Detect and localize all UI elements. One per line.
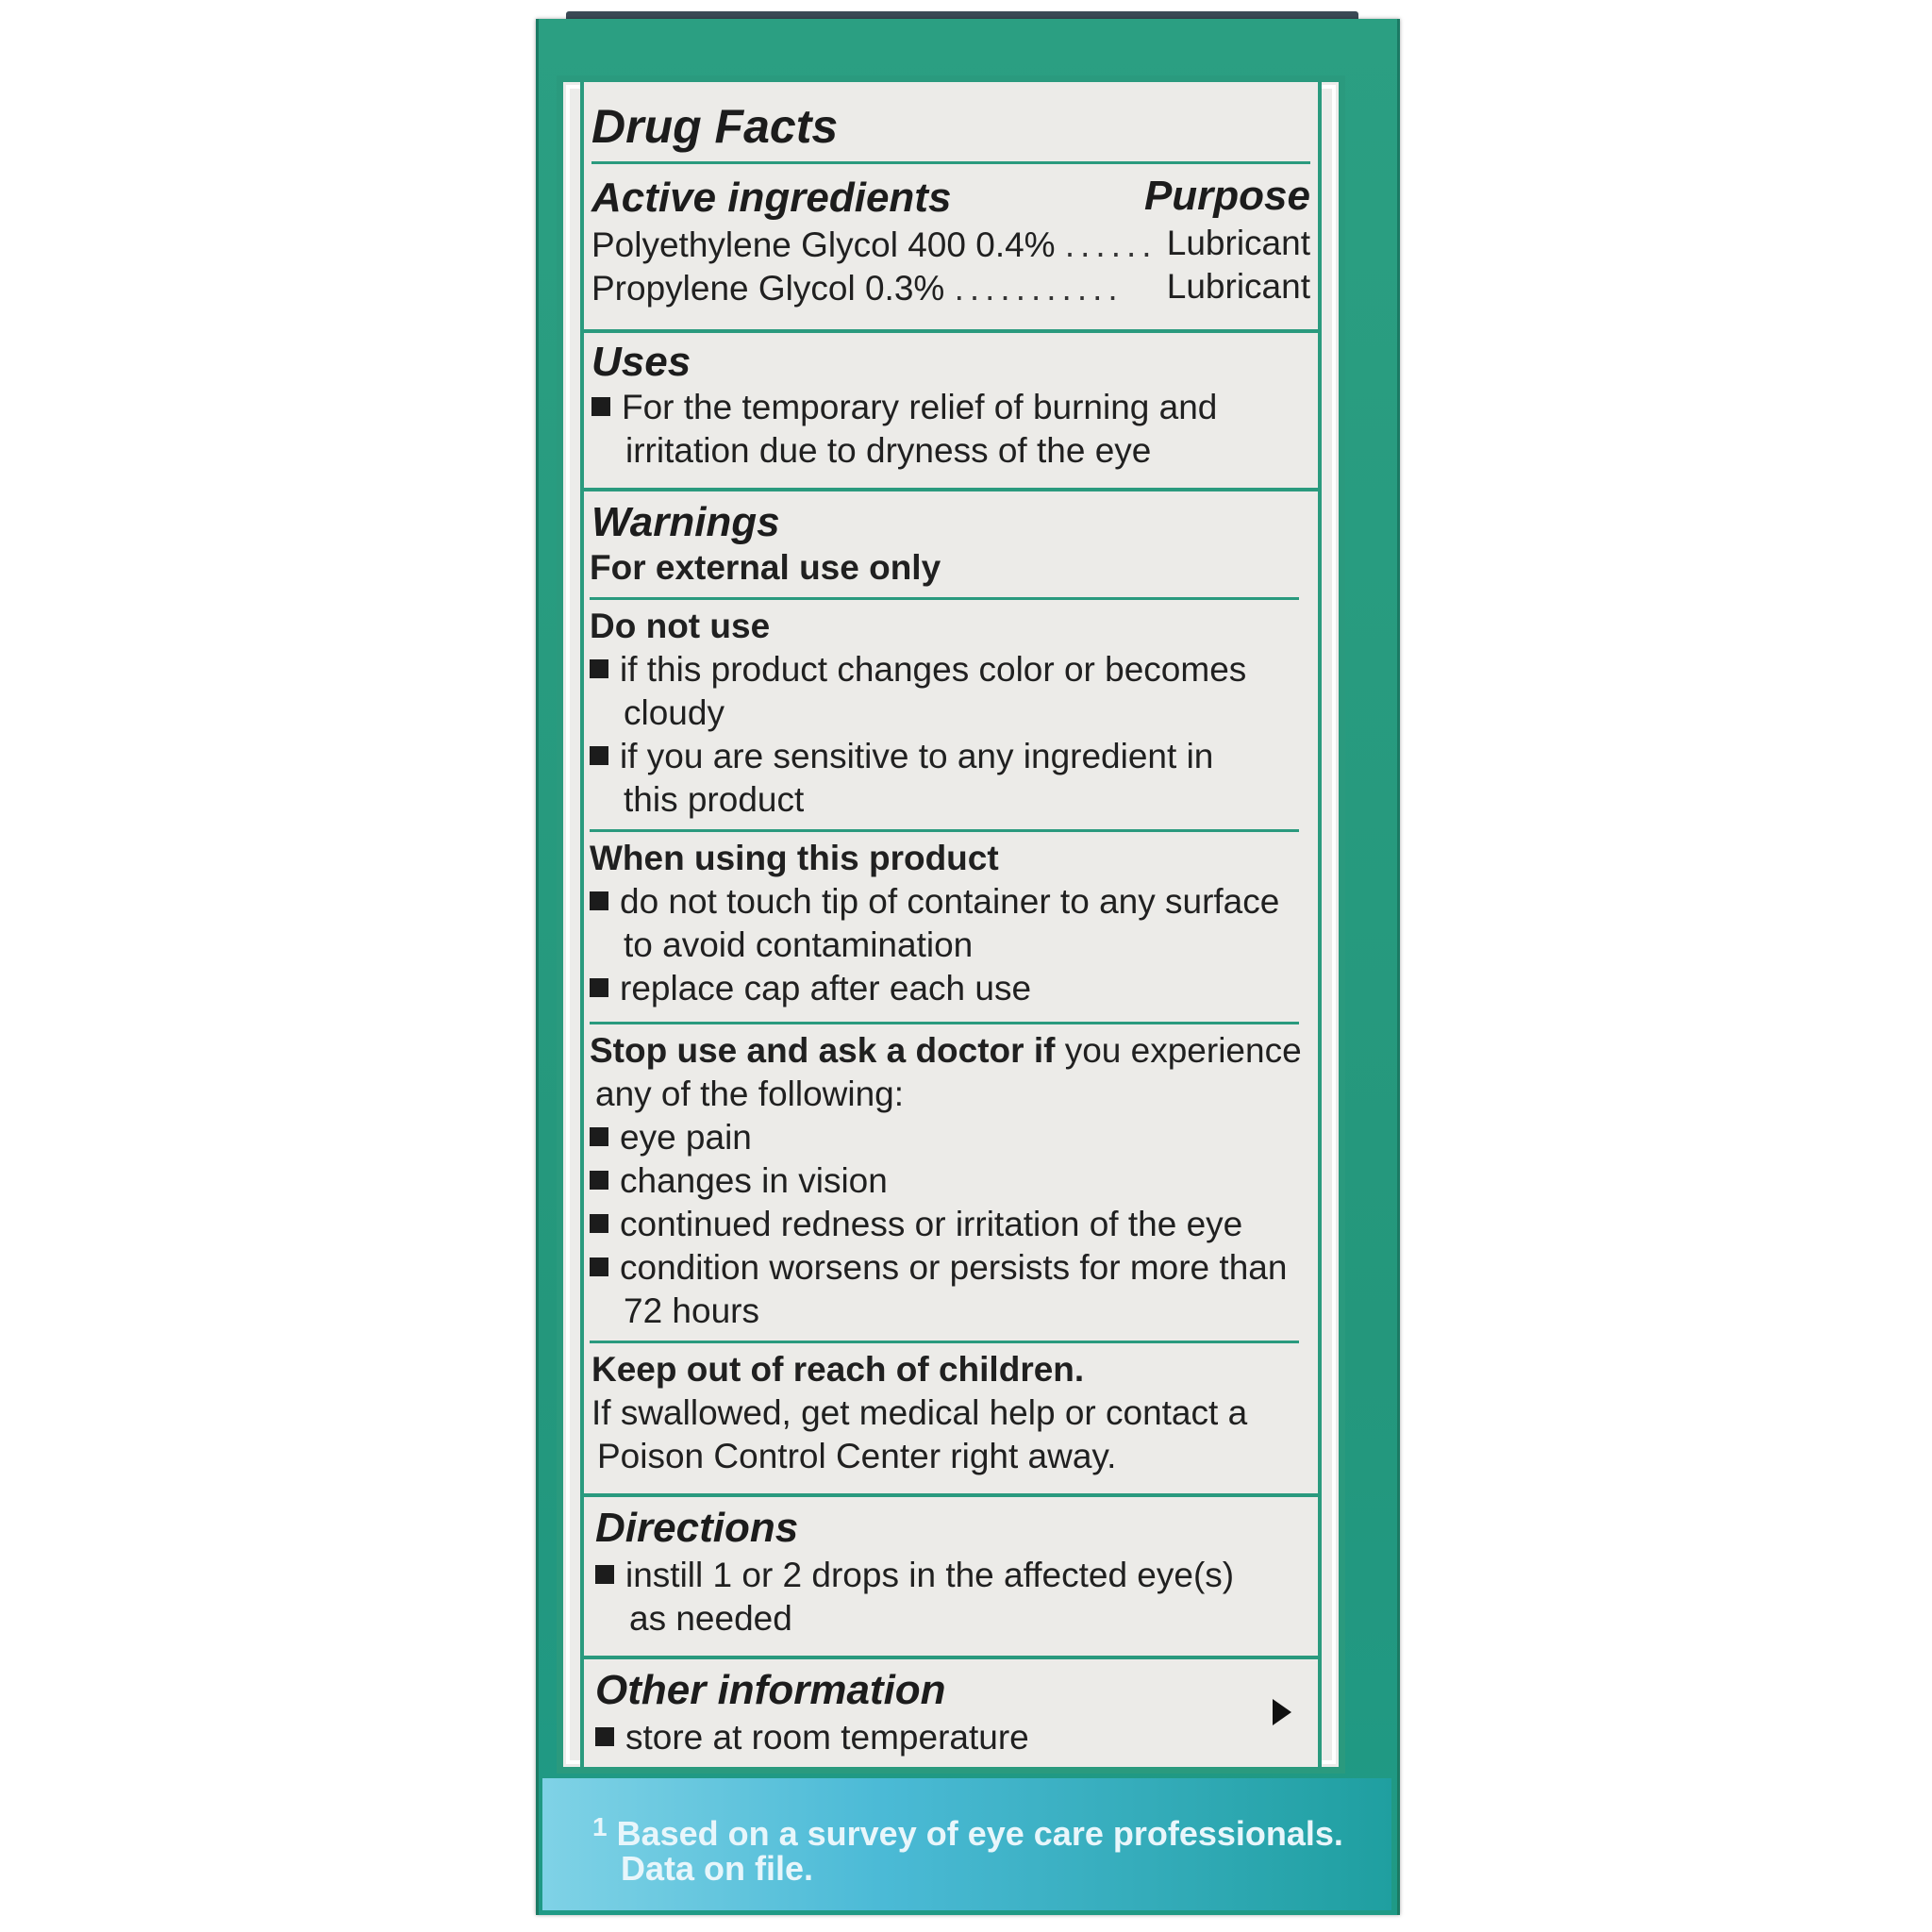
- directions-item: instill 1 or 2 drops in the affected eye(s) as needed: [595, 1554, 1234, 1641]
- active-ingredients-section: [580, 82, 1322, 333]
- uses-item: For the temporary relief of burning and irritation due to dryness of the eye: [591, 386, 1217, 473]
- ingredient-purpose-2: Lubricant: [1166, 267, 1310, 306]
- bullet-square-icon: [591, 397, 610, 416]
- bullet-square-icon: [590, 659, 608, 678]
- stop-use-tail: you experience: [1055, 1031, 1302, 1070]
- active-ingredients-heading: Active ingredients: [591, 175, 952, 221]
- title-rule: [591, 161, 1310, 164]
- ingredient-purpose-1: Lubricant: [1166, 224, 1310, 262]
- warnings-rule-3: [590, 1022, 1299, 1024]
- do-not-use-heading: Do not use: [590, 607, 771, 645]
- stop-use-line-2: any of the following:: [595, 1074, 905, 1113]
- keep-out-line-2: Poison Control Center right away.: [597, 1437, 1117, 1475]
- when-using-heading: When using this product: [590, 839, 999, 877]
- footnote-marker: 1: [592, 1812, 608, 1841]
- keep-out-heading: Keep out of reach of children.: [591, 1350, 1085, 1389]
- continue-arrow-icon: [1273, 1699, 1291, 1725]
- warnings-rule-2: [590, 829, 1299, 832]
- warnings-section: [580, 488, 1322, 1497]
- footnote-line-1: Based on a survey of eye care professionals.: [616, 1814, 1343, 1853]
- warnings-rule-1: [590, 597, 1299, 600]
- keep-out-line-1: If swallowed, get medical help or contact a: [591, 1393, 1248, 1432]
- footnote: [592, 1807, 1343, 1854]
- drug-facts-panel: [557, 75, 1345, 1774]
- other-information-item: store at room temperature: [595, 1716, 1029, 1759]
- ingredient-row-1: [591, 224, 1158, 267]
- stop-use-heading: Stop use and ask a doctor if: [590, 1031, 1056, 1070]
- warnings-heading: Warnings: [591, 499, 780, 545]
- do-not-use-item-1: if this product changes color or becomes cloudy: [590, 648, 1246, 735]
- uses-heading: Uses: [591, 339, 691, 385]
- uses-section: [580, 329, 1322, 491]
- stop-use-item-4: condition worsens or persists for more than 72 hours: [590, 1246, 1287, 1333]
- ingredient-name: Propylene Glycol 0.3%: [591, 269, 945, 308]
- bullet-square-icon: [590, 1214, 608, 1233]
- stop-use-line: [590, 1029, 1302, 1073]
- bullet-square-icon: [590, 891, 608, 910]
- other-information-heading: Other information: [595, 1667, 946, 1713]
- stop-use-item-2: changes in vision: [590, 1159, 888, 1203]
- leader-dots: ...........: [954, 269, 1124, 308]
- when-using-item-1: do not touch tip of container to any surface to avoid contamination: [590, 880, 1279, 967]
- leader-dots: ......: [1064, 225, 1158, 264]
- other-information-section: [580, 1656, 1322, 1771]
- external-use-text: For external use only: [590, 548, 941, 587]
- stop-use-item-1: eye pain: [590, 1116, 752, 1159]
- bullet-square-icon: [595, 1565, 614, 1584]
- bullet-square-icon: [595, 1727, 614, 1746]
- footnote-line-2: Data on file.: [621, 1849, 814, 1888]
- bullet-square-icon: [590, 1257, 608, 1276]
- ingredient-name: Polyethylene Glycol 400 0.4%: [591, 225, 1056, 264]
- bullet-square-icon: [590, 978, 608, 997]
- do-not-use-item-2: if you are sensitive to any ingredient in this product: [590, 735, 1213, 822]
- stop-use-item-3: continued redness or irritation of the eye: [590, 1203, 1242, 1246]
- directions-section: [580, 1493, 1322, 1659]
- warnings-rule-4: [590, 1341, 1299, 1343]
- bullet-square-icon: [590, 1171, 608, 1190]
- purpose-heading: Purpose: [1143, 173, 1310, 219]
- bullet-square-icon: [590, 1127, 608, 1146]
- directions-heading: Directions: [595, 1505, 799, 1551]
- ingredient-row-2: [591, 267, 1124, 310]
- when-using-item-2: replace cap after each use: [590, 967, 1031, 1010]
- bullet-square-icon: [590, 746, 608, 765]
- drug-facts-title: Drug Facts: [591, 100, 839, 153]
